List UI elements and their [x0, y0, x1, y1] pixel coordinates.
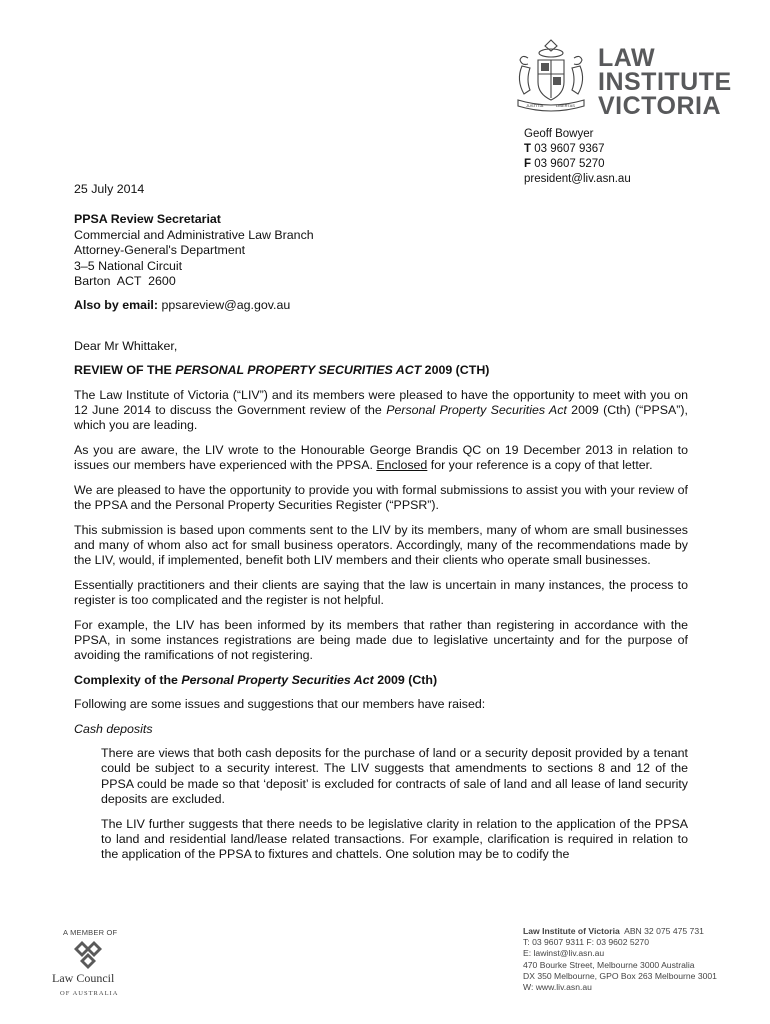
- salutation: Dear Mr Whittaker,: [74, 338, 178, 353]
- footer-org: Law Institute of Victoria ABN 32 075 475 731: [523, 926, 704, 936]
- paragraph-8: There are views that both cash deposits for the purchase of land or a security deposit provided by a tenant could be subject to a security interest. The LIV suggests that amendments to sections 8 and 12 of the PPSA could be made so that ‘deposit’ is excluded for contracts of sale of land and all lease of land security deposits are excluded.: [101, 745, 688, 807]
- footer-contact-block: [523, 926, 717, 993]
- section-heading: Complexity of the Personal Property Securities Act 2009 (Cth): [74, 672, 438, 687]
- paragraph-1: The Law Institute of Victoria (“LIV”) and its members were pleased to have the opportunity to meet with you on 12 June 2014 to discuss the Government review of the Personal Property Securities Act 2009 (Cth) (“PPSA”), which you are leading.: [74, 387, 688, 433]
- paragraph-3: We are pleased to have the opportunity to provide you with formal submissions to assist you with your review of the PPSA and the Personal Property Securities Register (“PPSR”).: [74, 482, 688, 513]
- letter-subject: REVIEW OF THE PERSONAL PROPERTY SECURITIES ACT 2009 (CTH): [74, 363, 490, 378]
- sender-name: Geoff Bowyer: [524, 128, 594, 140]
- paragraph-9: The LIV further suggests that there needs to be legislative clarity in relation to the application of the PPSA to land and residential land/lease related transactions. For example, clarification is required in relation to the application of the PPSA to fixtures and chattels. One solution may be to codify the: [101, 816, 688, 862]
- enclosed-link[interactable]: Enclosed: [376, 458, 428, 473]
- recipient-email[interactable]: ppsareview@ag.gov.au: [161, 298, 291, 313]
- footer-tel-fax: T: 03 9607 9311 F: 03 9602 5270: [523, 937, 649, 948]
- recipient-line: Attorney-General's Department: [74, 243, 246, 258]
- paragraph-7: Following are some issues and suggestions that our members have raised:: [74, 697, 486, 712]
- footer-dx: DX 350 Melbourne, GPO Box 263 Melbourne 3001: [523, 970, 717, 981]
- recipient-block: [74, 212, 688, 289]
- footer-web[interactable]: W: www.liv.asn.au: [523, 982, 592, 993]
- sender-email[interactable]: president@liv.asn.au: [524, 173, 631, 185]
- paragraph-2: As you are aware, the LIV wrote to the Honourable George Brandis QC on 19 December 2013 in relation to issues our members have experienced with the PPSA. Enclosed for your reference is a copy of that letter.: [74, 442, 688, 473]
- sender-phone: T 03 9607 9367: [524, 143, 605, 155]
- subheading-cash-deposits: Cash deposits: [74, 721, 153, 736]
- also-by-email: Also by email: ppsareview@ag.gov.au: [74, 298, 291, 313]
- footer-address: 470 Bourke Street, Melbourne 3000 Australia: [523, 959, 695, 970]
- paragraph-6: For example, the LIV has been informed by its members that rather than registering in accordance with the PPSA, in some instances registrations are being made due to legislative uncertainty and for the purpose of avoiding the ramifications of not registering.: [74, 617, 688, 663]
- recipient-line: 3–5 National Circuit: [74, 258, 183, 273]
- paragraph-5: Essentially practitioners and their clients are saying that the law is uncertain in many instances, the process to register is too complicated and the register is not helpful.: [74, 577, 688, 608]
- logo-word-victoria: VICTORIA: [598, 92, 721, 120]
- letter-body: [74, 182, 688, 863]
- logo-word-institute: INSTITUTE: [598, 68, 732, 96]
- footer-email[interactable]: E: lawinst@liv.asn.au: [523, 948, 605, 959]
- recipient-line: Barton ACT 2600: [74, 274, 176, 289]
- liv-crest-logo: [514, 38, 588, 116]
- law-council-subtitle: OF AUSTRALIA: [60, 990, 119, 997]
- sender-fax: F 03 9607 5270: [524, 158, 605, 170]
- recipient-name: PPSA Review Secretariat: [74, 212, 221, 227]
- law-council-logo: [52, 935, 124, 975]
- crest-motto-right: LIBERTAS: [556, 103, 575, 108]
- law-council-name: Law Council: [52, 971, 115, 985]
- member-label: A MEMBER OF: [63, 928, 118, 937]
- crest-motto-left: JUSTITIA: [526, 103, 544, 108]
- paragraph-4: This submission is based upon comments sent to the LIV by its members, many of whom are small businesses and many of whom also act for small business operators. Accordingly, many of the recommendations made by the LIV, would, if implemented, benefit both LIV members and their clients who operate small businesses.: [74, 522, 688, 568]
- sender-block: [524, 127, 631, 187]
- logo-word-law: LAW: [598, 44, 656, 72]
- letter-date: 25 July 2014: [74, 182, 145, 196]
- recipient-line: Commercial and Administrative Law Branch: [74, 227, 314, 242]
